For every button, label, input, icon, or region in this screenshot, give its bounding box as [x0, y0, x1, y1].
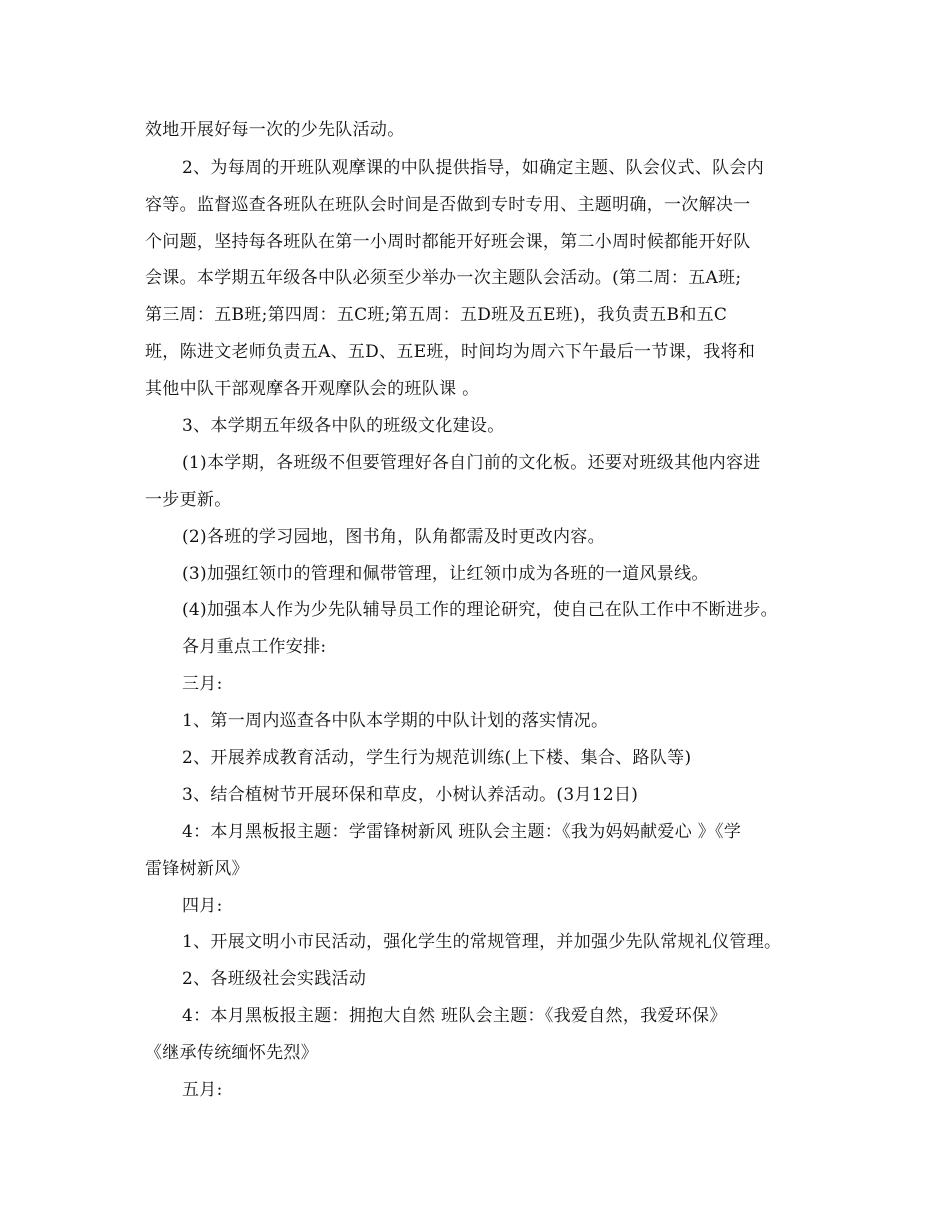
text-line: 2、开展养成教育活动，学生行为规范训练(上下楼、集合、路队等): [182, 748, 692, 768]
text-line: 班，陈进文老师负责五A、五D、五E班，时间均为周六下午最后一节课，我将和: [145, 342, 756, 362]
text-line: 1、开展文明小市民活动，强化学生的常规管理，并加强少先队常规礼仪管理。: [182, 932, 782, 952]
text-line: 五月:: [182, 1080, 223, 1100]
text-line: 各月重点工作安排:: [182, 637, 327, 657]
text-line: 效地开展好每一次的少先队活动。: [145, 120, 405, 140]
text-line: 3、结合植树节开展环保和草皮，小树认养活动。(3月12日): [182, 785, 639, 805]
text-line: 个问题，坚持每各班队在第一小周时都能开好班会课，第二小周时候都能开好队: [145, 232, 751, 252]
text-line: 容等。监督巡查各班队在班队会时间是否做到专时专用、主题明确，一次解决一: [145, 195, 751, 215]
text-line: 会课。本学期五年级各中队必须至少举办一次主题队会活动。(第二周：五A班;: [145, 268, 742, 288]
text-line: 4：本月黑板报主题：学雷锋树新风 班队会主题：《我为妈妈献爱心 》《学: [182, 822, 742, 842]
text-line: 第三周：五B班;第四周：五C班;第五周：五D班及五E班)，我负责五B和五C: [145, 305, 728, 325]
text-line: (2)各班的学习园地，图书角，队角都需及时更改内容。: [182, 527, 605, 547]
text-line: 3、本学期五年级各中队的班级文化建设。: [182, 416, 505, 436]
text-line: 四月:: [182, 896, 223, 916]
text-line: 一步更新。: [145, 490, 232, 510]
text-line: 雷锋树新风》: [145, 859, 249, 879]
text-line: 三月:: [182, 674, 223, 694]
text-line: (1)本学期，各班级不但要管理好各自门前的文化板。还要对班级其他内容进: [182, 453, 761, 473]
text-line: 2、为每周的开班队观摩课的中队提供指导，如确定主题、队会仪式、队会内: [182, 158, 765, 178]
text-line: 2、各班级社会实践活动: [182, 969, 367, 989]
text-line: 《继承传统缅怀先烈》: [145, 1043, 318, 1063]
text-line: (3)加强红领巾的管理和佩带管理，让红领巾成为各班的一道风景线。: [182, 564, 709, 584]
text-line: 1、第一周内巡查各中队本学期的中队计划的落实情况。: [182, 711, 609, 731]
text-line: 4：本月黑板报主题：拥抱大自然 班队会主题：《我爱自然，我爱环保》: [182, 1006, 727, 1026]
text-line: (4)加强本人作为少先队辅导员工作的理论研究，使自己在队工作中不断进步。: [182, 600, 778, 620]
text-line: 其他中队干部观摩各开观摩队会的班队课 。: [145, 379, 480, 399]
